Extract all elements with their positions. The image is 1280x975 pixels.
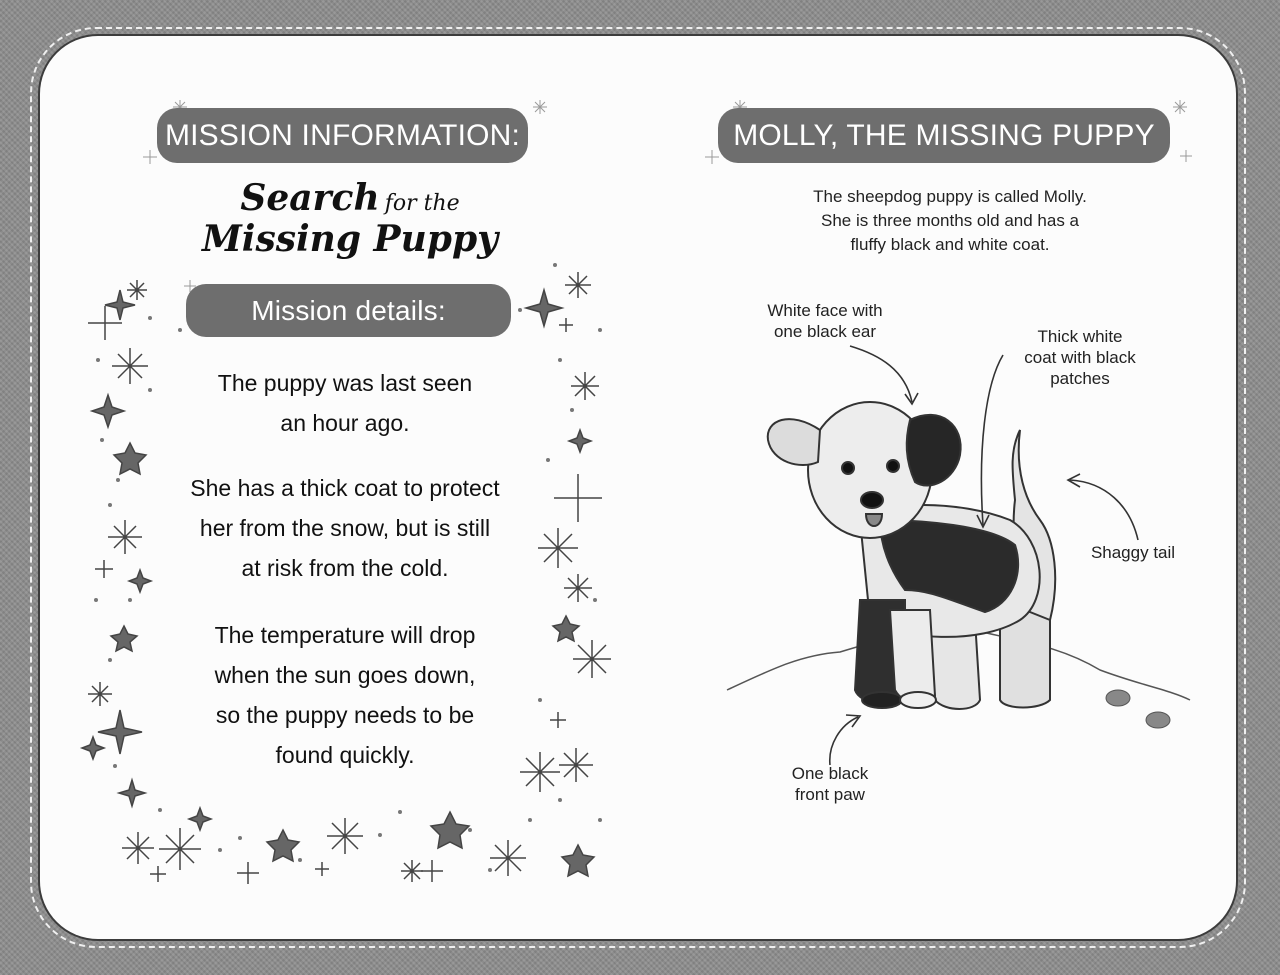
callout-tail xyxy=(1078,542,1188,563)
mission-information-label: MISSION INFORMATION: xyxy=(164,118,521,152)
intro-line: She is three months old and has a xyxy=(821,211,1079,230)
paw-print-icon xyxy=(1106,690,1170,728)
mission-information-banner xyxy=(157,108,528,163)
callout-line: front paw xyxy=(795,785,865,804)
arrow-tail xyxy=(1070,480,1138,540)
mission-details-banner xyxy=(186,284,511,337)
paragraph-line: She has a thick coat to protect xyxy=(190,475,500,501)
paragraph-line: found quickly. xyxy=(275,742,415,768)
mission-paragraph xyxy=(150,615,540,775)
mission-details-label: Mission details: xyxy=(251,294,446,326)
callout-line: coat with black xyxy=(1024,348,1136,367)
paragraph-line: The temperature will drop xyxy=(214,622,476,648)
intro-line: The sheepdog puppy is called Molly. xyxy=(813,187,1087,206)
paragraph-line: an hour ago. xyxy=(280,410,410,436)
mission-paragraph xyxy=(150,468,540,588)
page-title-line1 xyxy=(200,177,500,219)
molly-banner xyxy=(718,108,1170,163)
paragraph-line: so the puppy needs to be xyxy=(215,702,475,728)
title-for-the: for the xyxy=(384,191,460,216)
callout-face xyxy=(755,300,895,342)
callout-line: Thick white xyxy=(1037,327,1123,346)
paragraph-line: her from the snow, but is still xyxy=(199,515,491,541)
page-title-line2 xyxy=(200,218,500,260)
callout-coat xyxy=(1010,326,1150,389)
paragraph-line: when the sun goes down, xyxy=(214,662,476,688)
title-search: Search xyxy=(240,177,380,219)
callout-line: White face with xyxy=(767,301,883,320)
callout-line: One black xyxy=(791,764,869,783)
callout-paw xyxy=(770,763,890,805)
intro-line: fluffy black and white coat. xyxy=(850,235,1050,254)
puppy-illustration xyxy=(768,402,1055,709)
mission-paragraph xyxy=(150,363,540,443)
arrow-face xyxy=(850,346,912,402)
arrow-coat xyxy=(981,355,1003,525)
title-missing-puppy: Missing Puppy xyxy=(201,218,499,260)
callout-line: Shaggy tail xyxy=(1090,543,1176,562)
paragraph-line: The puppy was last seen xyxy=(217,370,473,396)
callout-line: one black ear xyxy=(773,322,877,341)
callout-line: patches xyxy=(1050,369,1110,388)
paragraph-line: at risk from the cold. xyxy=(241,555,449,581)
puppy-intro xyxy=(760,185,1140,257)
molly-banner-label: MOLLY, THE MISSING PUPPY xyxy=(733,118,1155,152)
